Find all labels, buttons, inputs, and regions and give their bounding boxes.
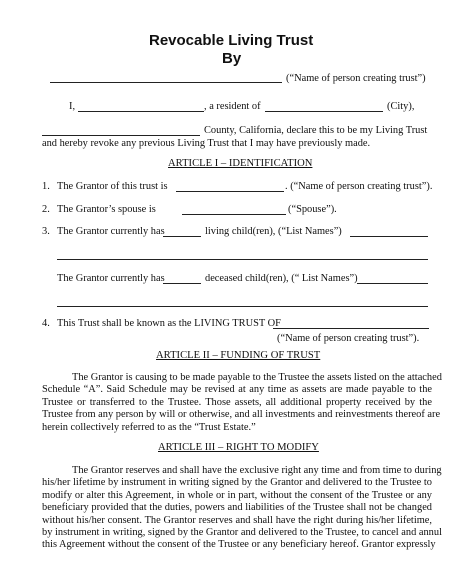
item-1-number: 1. [42, 181, 50, 192]
intro-city-blank[interactable] [265, 111, 383, 112]
deceased-children-count-blank[interactable] [163, 283, 201, 284]
living-children-count-blank[interactable] [163, 236, 201, 237]
intro-city-text: (City), [387, 101, 415, 112]
intro-resident-text: , a resident of [204, 101, 261, 112]
item-2-hint: (“Spouse”). [288, 204, 337, 215]
item-2-text: The Grantor’s spouse is [57, 204, 156, 215]
item-4-hint: (“Name of person creating trust”). [277, 333, 420, 344]
intro-i: I, [69, 101, 76, 112]
item-3-text: The Grantor currently has [57, 226, 165, 237]
grantor-name-blank[interactable] [176, 191, 284, 192]
spouse-name-blank[interactable] [182, 214, 286, 215]
item-4-number: 4. [42, 318, 50, 329]
item-1-hint: . (“Name of person creating trust”). [285, 181, 433, 192]
item-3b-text: The Grantor currently has [57, 273, 165, 284]
article-3-heading: ARTICLE III – RIGHT TO MODIFY [158, 442, 319, 453]
item-3b-mid-text: deceased child(ren), (“ List Names”) [205, 273, 358, 284]
item-1-text: The Grantor of this trust is [57, 181, 168, 192]
intro-county-blank[interactable] [42, 135, 200, 136]
intro-revoke-text: and hereby revoke any previous Living Trust that I may have previously made. [42, 138, 371, 149]
living-children-names-blank[interactable] [350, 236, 428, 237]
trust-name-blank[interactable] [273, 328, 429, 329]
intro-name-blank[interactable] [78, 111, 204, 112]
deceased-children-names-blank-2[interactable] [57, 306, 428, 307]
item-4-text: This Trust shall be known as the LIVING TRUST OF [57, 318, 281, 329]
document-subtitle: By [222, 50, 242, 67]
living-children-names-blank-2[interactable] [57, 259, 428, 260]
item-2-number: 2. [42, 204, 50, 215]
article-3-paragraph: The Grantor reserves and shall have the exclusive right any time and from time to during his/her lifetime by instrument in writing signed by the Grantor and delivered to the Trustee to modify or alter this Agreement, in whole or in part, without the consent of the Trustee or any beneficiary provided that the duties, powers and liabilities of the Trustee shall not be changed without his/her consent. The Grantor reserves and shall have the right during his/her lifetime, by instrument in writing, signed by the Grantor and delivered to the Trustee, to cancel and annul this Agreement without the consent of the Trustee or any beneficiary hereof. Grantor expressly [42, 465, 442, 551]
name-hint: (“Name of person creating trust”) [286, 73, 426, 84]
name-blank-line[interactable] [50, 82, 282, 83]
deceased-children-names-blank[interactable] [357, 283, 428, 284]
item-3-number: 3. [42, 226, 50, 237]
document-title: Revocable Living Trust [149, 32, 314, 49]
article-2-heading: ARTICLE II – FUNDING OF TRUST [156, 350, 321, 361]
article-2-paragraph: The Grantor is causing to be made payable to the Trustee the assets listed on the attached Schedule “A”. Said Schedule may be revised at any time as assets are made payable to the Trustee or transferred to the Trustee. Those assets, all additional property received by the Trustee from any person by will or otherwise, and all investments and reinvestments thereof are herein collectively referred to as the “Trust Estate.” [42, 372, 442, 433]
intro-county-text: County, California, declare this to be my Living Trust [204, 125, 428, 136]
article-1-heading: ARTICLE I – IDENTIFICATION [168, 158, 313, 169]
item-3-mid-text: living child(ren), (“List Names”) [205, 226, 342, 237]
